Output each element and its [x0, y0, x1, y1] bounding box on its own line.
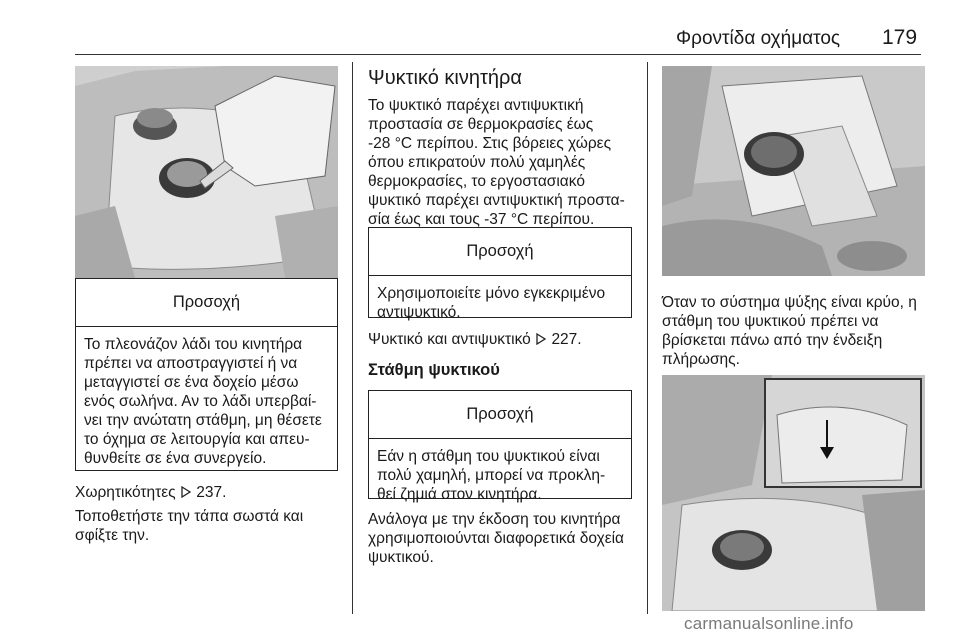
- warning-line: πρέπει να αποστραγγιστεί ή να: [84, 355, 298, 372]
- page-reference-icon: [180, 486, 192, 498]
- oil-warning-title: Προσοχή: [76, 279, 337, 327]
- capacities-page: 237.: [196, 484, 227, 501]
- cap-instruction: [75, 507, 303, 545]
- capacities-label: Χωρητικότητες: [75, 484, 176, 501]
- instruction-line: Τοποθετήστε την τάπα σωστά και: [75, 508, 304, 525]
- para-line: Όταν το σύστημα ψύξης είναι κρύο, η: [662, 294, 917, 311]
- outro-line: ψυκτικού.: [368, 549, 434, 566]
- intro-line: Το ψυκτικό παρέχει αντιψυκτική: [368, 97, 584, 114]
- intro-line: όπου επικρατούν πολύ χαμηλές: [368, 154, 586, 171]
- watermark: carmanualsonline.info: [684, 614, 854, 633]
- antifreeze-caution-box: [368, 227, 632, 321]
- coolant-reference[interactable]: [368, 330, 582, 349]
- column-divider-1: [352, 62, 353, 614]
- coolant-ref-label: Ψυκτικό και αντιψυκτικό: [368, 331, 531, 348]
- outro-line: Ανάλογα με την έκδοση του κινητήρα: [368, 511, 621, 528]
- warning-line: νει την ανώτατη στάθμη, μη θέσετε: [84, 412, 322, 429]
- coolant-reservoir-photo: [662, 66, 925, 276]
- column-divider-2: [647, 62, 648, 614]
- intro-line: σία έως και τους -37 °C περίπου.: [368, 211, 595, 228]
- oil-warning-box: [75, 278, 338, 471]
- coolant-level-heading: Στάθμη ψυκτικού: [368, 361, 500, 379]
- coolant-level-mark-photo: [662, 375, 925, 611]
- caution-line: Εάν η στάθμη του ψυκτικού είναι: [377, 448, 600, 465]
- instruction-line: σφίξτε την.: [75, 527, 150, 544]
- coolant-heading: Ψυκτικό κινητήρα: [368, 67, 522, 89]
- warning-line: Το πλεονάζον λάδι του κινητήρα: [84, 336, 303, 353]
- warning-line: το όχημα σε λειτουργία και απευ-: [84, 431, 310, 448]
- fill-level-paragraph: [662, 293, 917, 369]
- page-reference-icon: [535, 333, 547, 345]
- capacities-reference[interactable]: [75, 483, 226, 502]
- para-line: στάθμη του ψυκτικού πρέπει να: [662, 313, 879, 330]
- caution-line: πολύ χαμηλή, μπορεί να προκλη-: [377, 467, 606, 484]
- caution-title: Προσοχή: [369, 228, 631, 276]
- caution-line: θεί ζημιά στον κινητήρα.: [377, 486, 542, 503]
- coolant-outro: [368, 510, 624, 567]
- coolant-ref-page: 227.: [551, 331, 582, 348]
- intro-line: θερμοκρασίες, το εργοστασιακό: [368, 173, 585, 190]
- warning-line: θυνθείτε σε ένα συνεργείο.: [84, 450, 267, 467]
- coolant-intro: [368, 96, 625, 229]
- caution-title: Προσοχή: [369, 391, 631, 439]
- para-line: βρίσκεται πάνω από την ένδειξη: [662, 332, 883, 349]
- engine-oil-fill-photo: [75, 66, 338, 278]
- page-number: 179: [882, 26, 918, 49]
- para-line: πλήρωσης.: [662, 351, 740, 368]
- warning-line: μεταγγιστεί σε ένα δοχείο μέσω: [84, 374, 299, 391]
- intro-line: -28 °C περίπου. Στις βόρειες χώρες: [368, 135, 612, 152]
- outro-line: χρησιμοποιούνται διαφορετικά δοχεία: [368, 530, 625, 547]
- caution-line: αντιψυκτικό.: [377, 304, 461, 321]
- warning-line: ενός σωλήνα. Αν το λάδι υπερβαί-: [84, 393, 317, 410]
- header-title: Φροντίδα οχήματος: [676, 28, 841, 49]
- coolant-level-caution-box: [368, 390, 632, 503]
- intro-line: ψυκτικό παρέχει αντιψυκτική προστα-: [368, 192, 625, 209]
- intro-line: προστασία σε θερμοκρασίες έως: [368, 116, 594, 133]
- caution-line: Χρησιμοποιείτε μόνο εγκεκριμένο: [377, 285, 606, 302]
- header-rule: [75, 54, 921, 55]
